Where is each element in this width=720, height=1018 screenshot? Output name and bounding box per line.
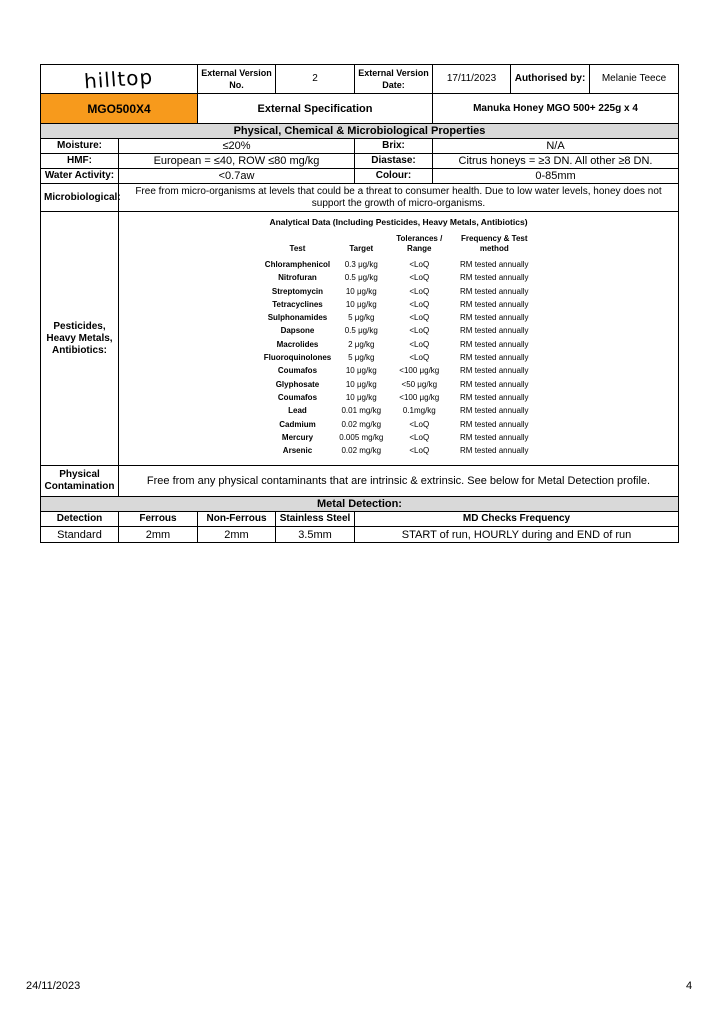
analytical-table	[260, 234, 538, 457]
analytical-row	[260, 364, 538, 377]
moisture-label: Moisture:	[41, 139, 119, 154]
analytical-tolerance: <LoQ	[409, 326, 430, 336]
hmf-value: European = ≤40, ROW ≤80 mg/kg	[119, 154, 355, 169]
analytical-frequency: RM tested annually	[460, 379, 529, 389]
analytical-target: 10 μg/kg	[345, 379, 377, 389]
physical-contamination-value: Free from any physical contaminants that are intrinsic & extrinsic. See below for Metal Detection profile.	[119, 466, 679, 497]
specification-sheet	[40, 64, 678, 543]
brix-label: Brix:	[355, 139, 433, 154]
analytical-row	[260, 404, 538, 417]
colour-label: Colour:	[355, 169, 433, 184]
analytical-test: Streptomycin	[271, 286, 324, 296]
analytical-row	[260, 338, 538, 351]
analytical-frequency: RM tested annually	[460, 286, 529, 296]
analytical-test: Macrolides	[276, 339, 319, 349]
analytical-test: Cadmium	[279, 419, 316, 429]
analytical-test: Lead	[288, 406, 307, 416]
analytical-tolerance: <50 μg/kg	[401, 379, 438, 389]
analytical-row	[260, 324, 538, 337]
analytical-data-panel	[119, 212, 679, 466]
metal-header-stainless: Stainless Steel	[276, 512, 355, 527]
analytical-frequency: RM tested annually	[460, 366, 529, 376]
analytical-target: 0.02 mg/kg	[341, 446, 382, 456]
analytical-frequency: RM tested annually	[460, 260, 529, 269]
analytical-row	[260, 311, 538, 324]
pesticides-label: Pesticides, Heavy Metals, Antibiotics:	[41, 212, 119, 466]
analytical-target: 10 μg/kg	[345, 392, 377, 402]
analytical-tolerance: <LoQ	[409, 446, 430, 456]
ext-version-label: External Version No.	[198, 65, 276, 94]
moisture-value: ≤20%	[119, 139, 355, 154]
analytical-target: 10 μg/kg	[345, 366, 377, 376]
product-code: MGO500X4	[41, 94, 198, 124]
analytical-frequency: RM tested annually	[460, 339, 529, 349]
metal-header-non-ferrous: Non-Ferrous	[198, 512, 276, 527]
diastase-value: Citrus honeys = ≥3 DN. All other ≥8 DN.	[433, 154, 679, 169]
analytical-tolerance: <LoQ	[409, 273, 430, 283]
analytical-row	[260, 351, 538, 364]
analytical-target: 5 μg/kg	[348, 353, 375, 363]
analytical-row	[260, 271, 538, 284]
footer-date: 24/11/2023	[26, 980, 81, 992]
analytical-target: 10 μg/kg	[345, 299, 377, 309]
analytical-tolerance: <LoQ	[409, 286, 430, 296]
analytical-target: 10 μg/kg	[345, 286, 377, 296]
analytical-tolerance: <LoQ	[409, 260, 430, 269]
analytical-header-row	[260, 234, 538, 258]
analytical-test: Arsenic	[282, 446, 313, 456]
metal-value-ferrous: 2mm	[119, 527, 198, 543]
analytical-test: Dapsone	[280, 326, 315, 336]
footer-page-number: 4	[686, 980, 693, 992]
analytical-frequency: RM tested annually	[460, 406, 529, 416]
analytical-frequency: RM tested annually	[460, 419, 529, 429]
analytical-test: Tetracyclines	[272, 299, 323, 309]
analytical-test: Coumafos	[277, 366, 318, 376]
analytical-target: 5 μg/kg	[348, 313, 375, 323]
analytical-tolerance: <LoQ	[409, 339, 430, 349]
analytical-target: 0.02 mg/kg	[341, 419, 382, 429]
metal-detection-title: Metal Detection:	[41, 497, 679, 512]
analytical-header: Frequency & Test method	[461, 234, 528, 253]
analytical-frequency: RM tested annually	[460, 299, 529, 309]
company-logo: hilltop	[41, 65, 198, 94]
analytical-test: Fluoroquinolones	[263, 353, 332, 363]
analytical-target: 0.005 mg/kg	[339, 432, 384, 442]
physical-contamination-label: Physical Contamination	[41, 466, 119, 497]
analytical-target: 0.5 μg/kg	[344, 273, 378, 283]
analytical-test: Coumafos	[277, 392, 318, 402]
diastase-label: Diastase:	[355, 154, 433, 169]
analytical-row	[260, 378, 538, 391]
analytical-tolerance: <LoQ	[409, 353, 430, 363]
authorised-label: Authorised by:	[511, 65, 590, 94]
analytical-test: Nitrofuran	[278, 273, 317, 283]
analytical-row	[260, 258, 538, 271]
analytical-test: Sulphonamides	[267, 313, 328, 323]
analytical-frequency: RM tested annually	[460, 313, 529, 323]
analytical-frequency: RM tested annually	[460, 392, 529, 402]
analytical-header: Target	[349, 244, 374, 253]
analytical-target: 2 μg/kg	[348, 339, 375, 349]
metal-value-stainless: 3.5mm	[276, 527, 355, 543]
colour-value: 0-85mm	[433, 169, 679, 184]
ext-version-value: 2	[276, 65, 355, 94]
hmf-label: HMF:	[41, 154, 119, 169]
analytical-tolerance: <100 μg/kg	[399, 392, 440, 402]
analytical-tolerance: <LoQ	[409, 419, 430, 429]
analytical-frequency: RM tested annually	[460, 353, 529, 363]
analytical-frequency: RM tested annually	[460, 432, 529, 442]
product-name: Manuka Honey MGO 500+ 225g x 4	[433, 94, 679, 124]
analytical-tolerance: <LoQ	[409, 432, 430, 442]
analytical-target: 0.3 μg/kg	[344, 260, 378, 269]
analytical-header: Tolerances / Range	[396, 234, 443, 253]
microbiological-value: Free from micro-organisms at levels that could be a threat to consumer health. Due to low water levels, honey does not support the growth of micro-organisms.	[119, 184, 679, 212]
spec-type: External Specification	[198, 94, 433, 124]
analytical-tolerance: <LoQ	[409, 299, 430, 309]
analytical-tolerance: 0.1mg/kg	[402, 406, 436, 416]
analytical-test: Glyphosate	[275, 379, 320, 389]
spec-table	[40, 64, 679, 543]
analytical-frequency: RM tested annually	[460, 446, 529, 456]
metal-value-non-ferrous: 2mm	[198, 527, 276, 543]
analytical-target: 0.01 mg/kg	[341, 406, 382, 416]
authorised-value: Melanie Teece	[590, 65, 679, 94]
brix-value: N/A	[433, 139, 679, 154]
analytical-row	[260, 285, 538, 298]
analytical-row	[260, 298, 538, 311]
analytical-tolerance: <100 μg/kg	[399, 366, 440, 376]
analytical-row	[260, 391, 538, 404]
metal-header-detection: Detection	[41, 512, 119, 527]
properties-section-title: Physical, Chemical & Microbiological Properties	[41, 124, 679, 139]
analytical-tolerance: <LoQ	[409, 313, 430, 323]
analytical-row	[260, 431, 538, 444]
water-activity-value: <0.7aw	[119, 169, 355, 184]
analytical-row	[260, 444, 538, 457]
ext-date-label: External Version Date:	[355, 65, 433, 94]
analytical-header: Test	[289, 244, 306, 253]
metal-value-frequency: START of run, HOURLY during and END of run	[355, 527, 679, 543]
analytical-title: Analytical Data (Including Pesticides, Heavy Metals, Antibiotics)	[269, 217, 528, 227]
analytical-test: Chloramphenicol	[264, 260, 331, 269]
metal-value-detection: Standard	[41, 527, 119, 543]
analytical-frequency: RM tested annually	[460, 273, 529, 283]
metal-header-ferrous: Ferrous	[119, 512, 198, 527]
analytical-target: 0.5 μg/kg	[344, 326, 378, 336]
ext-date-value: 17/11/2023	[433, 65, 511, 94]
microbiological-label: Microbiological:	[41, 184, 119, 212]
analytical-body	[260, 258, 538, 457]
water-activity-label: Water Activity:	[41, 169, 119, 184]
metal-header-frequency: MD Checks Frequency	[355, 512, 679, 527]
analytical-row	[260, 418, 538, 431]
analytical-frequency: RM tested annually	[460, 326, 529, 336]
analytical-test: Mercury	[281, 432, 314, 442]
